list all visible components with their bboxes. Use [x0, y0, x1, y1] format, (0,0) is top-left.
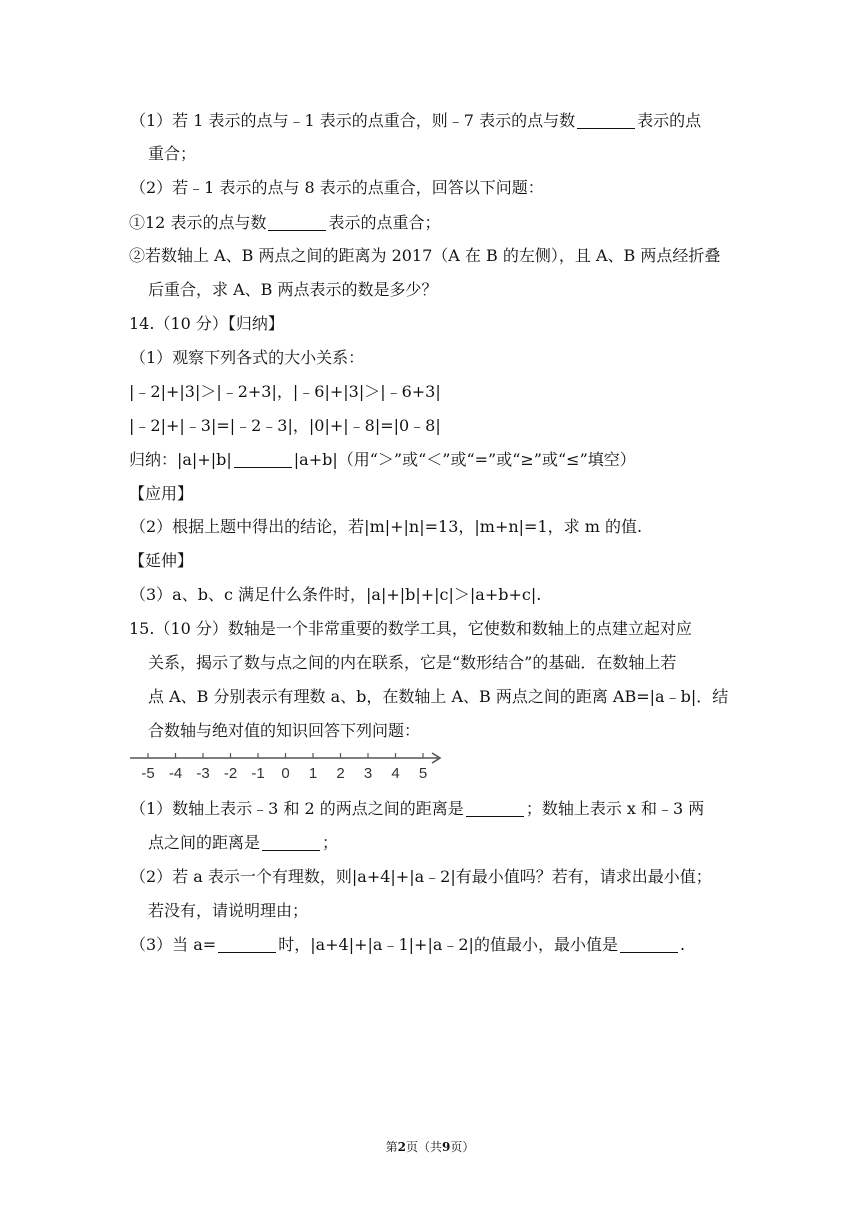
answer-blank[interactable] — [218, 936, 276, 953]
answer-blank[interactable] — [262, 834, 320, 851]
answer-blank[interactable] — [620, 936, 678, 953]
answer-blank[interactable] — [268, 214, 326, 231]
q15-part2-line1: （2）若 a 表示一个有理数，则|a+4|+|a﹣2|有最小值吗？若有，请求出最小值； — [130, 867, 712, 886]
number-line-tick-label: 5 — [418, 765, 428, 782]
q13-part2-sub2-line2: 后重合，求 A、B 两点表示的数是多少？ — [148, 280, 438, 299]
answer-blank[interactable] — [577, 112, 635, 129]
q14-part1: （1）观察下列各式的大小关系： — [130, 348, 365, 367]
number-line-tick-label: 4 — [391, 765, 400, 782]
page-footer: 第2页（共9页） — [385, 1140, 475, 1154]
q15-part3: （3）当 a= 时，|a+4|+|a﹣1|+|a﹣2|的值最小，最小值是 . — [130, 935, 686, 954]
number-line-tick-label: 0 — [281, 765, 290, 782]
q15-intro-line1: 15.（10 分）数轴是一个非常重要的数学工具，它使数和数轴上的点建立起对应 — [129, 619, 692, 638]
answer-blank[interactable] — [234, 451, 292, 468]
number-line-tick-label: 2 — [336, 765, 345, 782]
q14-extend-header: 【延伸】 — [129, 551, 194, 570]
q15-intro-line3: 点 A、B 分别表示有理数 a、b，在数轴上 A、B 两点之间的距离 AB=|a﹣b|．结 — [148, 687, 729, 706]
number-line-tick-label: 3 — [363, 765, 373, 782]
q14-example1: |﹣2|+|3|＞|﹣2+3|，|﹣6|+|3|＞|﹣6+3| — [129, 382, 441, 401]
q15-part1-line1: （1）数轴上表示﹣3 和 2 的两点之间的距离是 ；数轴上表示 x 和﹣3 两 — [130, 799, 705, 818]
q13-part2-sub2-line1: ②若数轴上 A、B 两点之间的距离为 2017（A 在 B 的左侧），且 A、B 两点经折叠 — [129, 246, 721, 265]
q14-apply-header: 【应用】 — [129, 484, 194, 503]
q15-intro-line4: 合数轴与绝对值的知识回答下列问题： — [148, 721, 421, 740]
q15-intro-line2: 关系，揭示了数与点之间的内在联系，它是“数形结合”的基础．在数轴上若 — [148, 653, 677, 672]
number-line-tick-label: 1 — [308, 765, 318, 782]
page-total: 9 — [442, 1140, 451, 1154]
q13-part1-line2: 重合； — [148, 144, 197, 163]
number-line — [130, 744, 450, 784]
q14-induction: 归纳：|a|+|b| |a+b|（用“＞”或“＜”或“=”或“≥”或“≤”填空） — [129, 450, 636, 469]
number-line-tick-label: -3 — [196, 765, 210, 782]
number-line-tick-label: -2 — [223, 765, 238, 782]
q15-part2-line2: 若没有，请说明理由； — [148, 901, 309, 920]
q13-part2-sub1: ①12 表示的点与数 表示的点重合； — [129, 213, 441, 232]
q14-part3: （3）a、b、c 满足什么条件时，|a|+|b|+|c|＞|a+b+c|. — [130, 585, 542, 604]
q13-part2: （2）若﹣1 表示的点与 8 表示的点重合，回答以下问题： — [130, 178, 544, 197]
q14-header: 14.（10 分）【归纳】 — [129, 314, 284, 333]
q14-example2: |﹣2|+|﹣3|=|﹣2﹣3|，|0|+|﹣8|=|0﹣8| — [129, 416, 441, 435]
q14-part2: （2）根据上题中得出的结论，若|m|+|n|=13，|m+n|=1，求 m 的值. — [130, 517, 643, 536]
number-line-tick-label: -1 — [251, 765, 265, 782]
answer-blank[interactable] — [466, 800, 524, 817]
number-line-tick-label: -5 — [141, 765, 155, 782]
q15-part1-line2: 点之间的距离是 ； — [148, 833, 339, 852]
number-line-tick-label: -4 — [168, 765, 183, 782]
page-number: 2 — [397, 1140, 406, 1154]
q13-part1-line1: （1）若 1 表示的点与﹣1 表示的点重合，则﹣7 表示的点与数 表示的点 — [130, 111, 702, 130]
